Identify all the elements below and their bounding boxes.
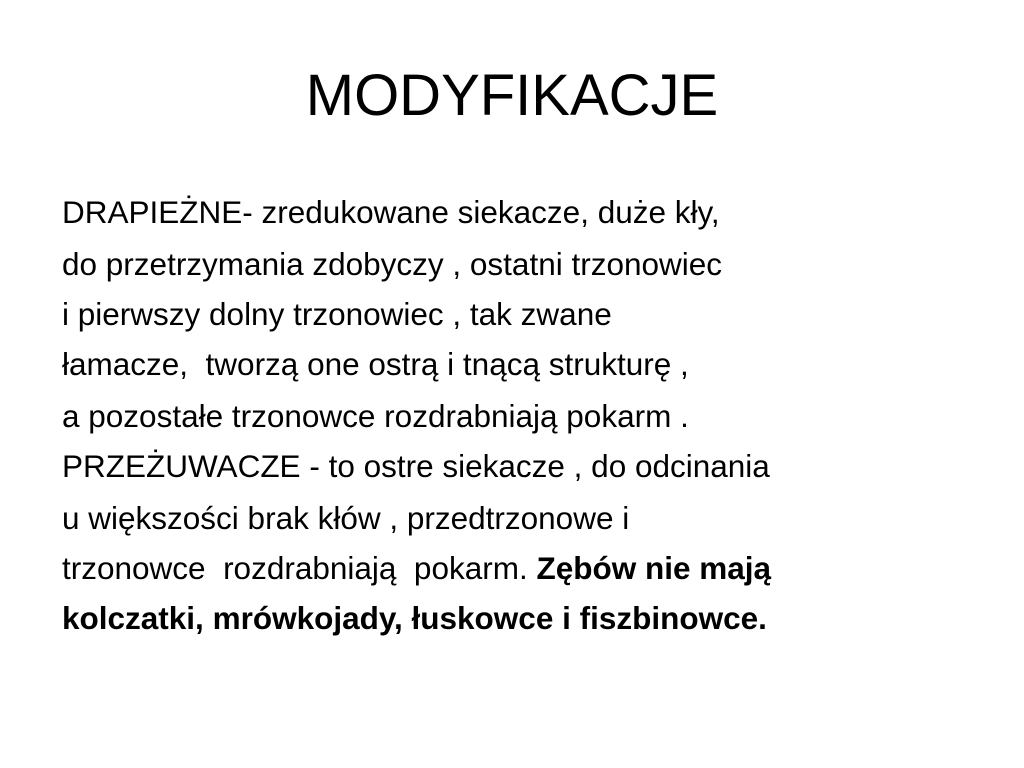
body-line-1: DRAPIEŻNE- zredukowane siekacze, duże kły,: [62, 194, 720, 230]
body-line-7: u większości brak kłów , przedtrzonowe i: [62, 500, 630, 536]
body-line-8-text: trzonowce rozdrabniają pokarm.: [62, 550, 528, 586]
body-line-8: [62, 543, 1002, 593]
slide-body: [62, 187, 1002, 643]
bold-emphasis-inline: Zębów nie mają: [536, 550, 772, 586]
body-line-6: PRZEŻUWACZE - to ostre siekacze , do odcinania: [62, 448, 770, 484]
slide-title: MODYFIKACJE: [305, 63, 719, 128]
body-line-5: a pozostałe trzonowce rozdrabniają pokarm .: [62, 398, 689, 434]
bold-emphasis-line: kolczatki, mrówkojady, łuskowce i fiszbinowce.: [62, 600, 767, 636]
body-line-2: do przetrzymania zdobyczy , ostatni trzonowiec: [62, 246, 723, 282]
body-line-4: łamacze, tworzą one ostrą i tnącą strukturę ,: [62, 346, 689, 382]
body-line-3: i pierwszy dolny trzonowiec , tak zwane: [62, 296, 612, 332]
